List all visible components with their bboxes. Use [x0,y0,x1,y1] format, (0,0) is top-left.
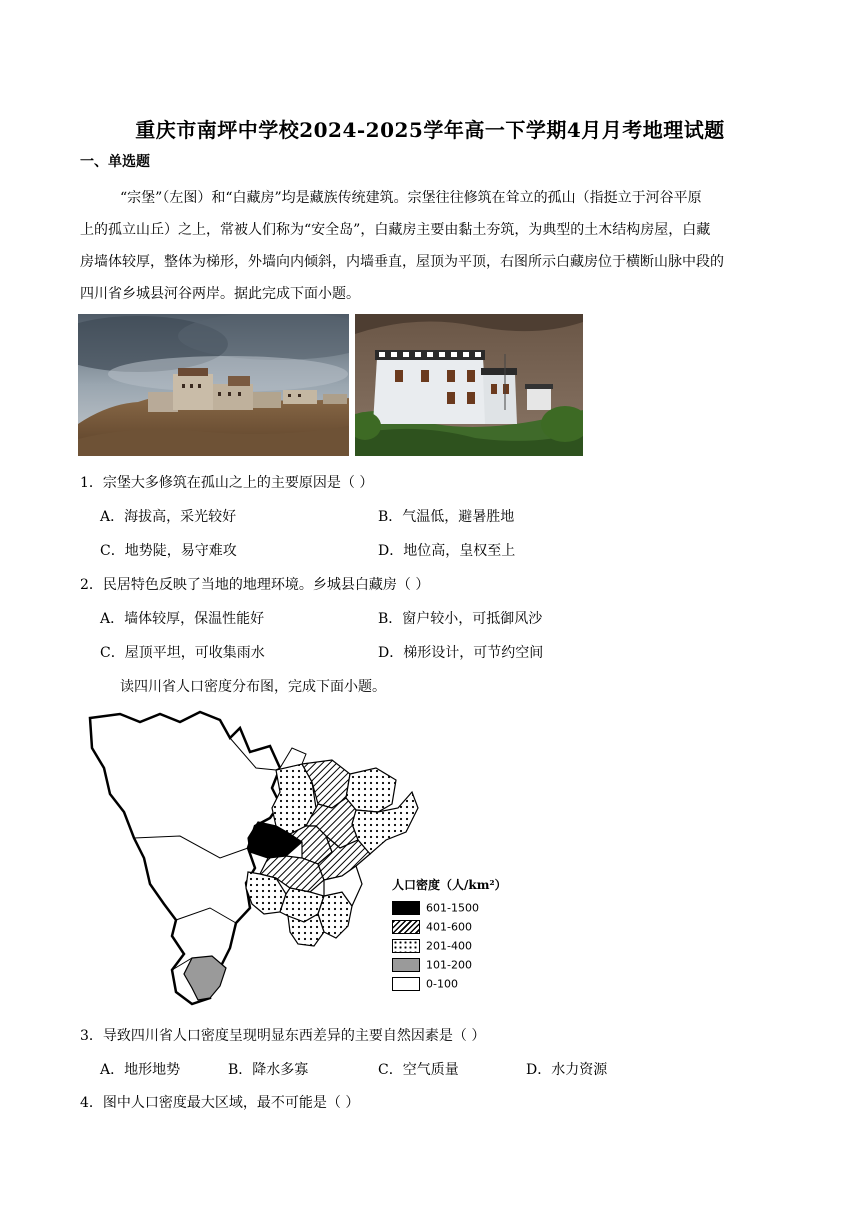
sichuan-density-map [80,708,430,1008]
legend-label: 401-600 [426,920,472,934]
question-4-stem: 4．图中人口密度最大区域，最不可能是（ ） [80,1095,360,1111]
legend-swatch-hatch [392,920,420,934]
q3-option-a[interactable]: A．地形地势 [100,1062,181,1078]
page-title: 重庆市南坪中学校2024-2025学年高一下学期4月月考地理试题 [135,118,725,142]
q2-option-c[interactable]: C．屋顶平坦，可收集雨水 [100,645,265,661]
legend-item [392,901,479,915]
legend-item [392,920,472,934]
q1-option-a[interactable]: A．海拔高，采光较好 [100,509,237,525]
legend-swatch-white [392,977,420,991]
legend-swatch-black [392,901,420,915]
q3-option-c[interactable]: C．空气质量 [378,1062,459,1078]
q2-option-b[interactable]: B．窗户较小，可抵御风沙 [378,611,543,627]
legend-label: 0-100 [426,977,458,991]
legend-item [392,977,458,991]
intro-paragraph-1 [80,182,780,310]
q2-option-d[interactable]: D．梯形设计，可节约空间 [378,645,544,661]
q3-option-d[interactable]: D．水力资源 [526,1062,608,1078]
legend-label: 201-400 [426,939,472,953]
legend-swatch-dots [392,939,420,953]
intro1-line: “宗堡”（左图）和“白藏房”均是藏族传统建筑。宗堡往往修筑在耸立的孤山（指挺立于河谷平原 [120,190,702,206]
legend-item [392,958,472,972]
q1-option-b[interactable]: B．气温低，避暑胜地 [378,509,515,525]
q2-option-a[interactable]: A．墙体较厚，保温性能好 [100,611,265,627]
section-heading: 一、单选题 [80,154,150,170]
question-2-stem: 2．民居特色反映了当地的地理环境。乡城县白藏房（ ） [80,577,430,593]
legend-title: 人口密度（人/km²） [392,878,507,892]
legend-label: 601-1500 [426,901,479,915]
legend-label: 101-200 [426,958,472,972]
question-1-stem: 1．宗堡大多修筑在孤山之上的主要原因是（ ） [80,475,374,491]
intro-paragraph-2: 读四川省人口密度分布图，完成下面小题。 [120,679,386,695]
legend-item [392,939,472,953]
intro1-line: 四川省乡城县河谷两岸。据此完成下面小题。 [80,286,360,302]
photo-zongbao [78,314,349,456]
intro1-line: 上的孤立山丘）之上，常被人们称为“安全岛”，白藏房主要由黏土夯筑，为典型的土木结构房屋，白藏 [80,222,711,238]
q3-option-b[interactable]: B．降水多寡 [228,1062,309,1078]
question-3-stem: 3．导致四川省人口密度呈现明显东西差异的主要自然因素是（ ） [80,1028,486,1044]
q1-option-c[interactable]: C．地势陡，易守难攻 [100,543,237,559]
legend-swatch-gray [392,958,420,972]
intro1-line: 房墙体较厚，整体为梯形，外墙向内倾斜，内墙垂直，屋顶为平顶，右图所示白藏房位于横断山脉中段的 [80,254,724,270]
q1-option-d[interactable]: D．地位高，皇权至上 [378,543,516,559]
photo-baizangfang [355,314,583,456]
